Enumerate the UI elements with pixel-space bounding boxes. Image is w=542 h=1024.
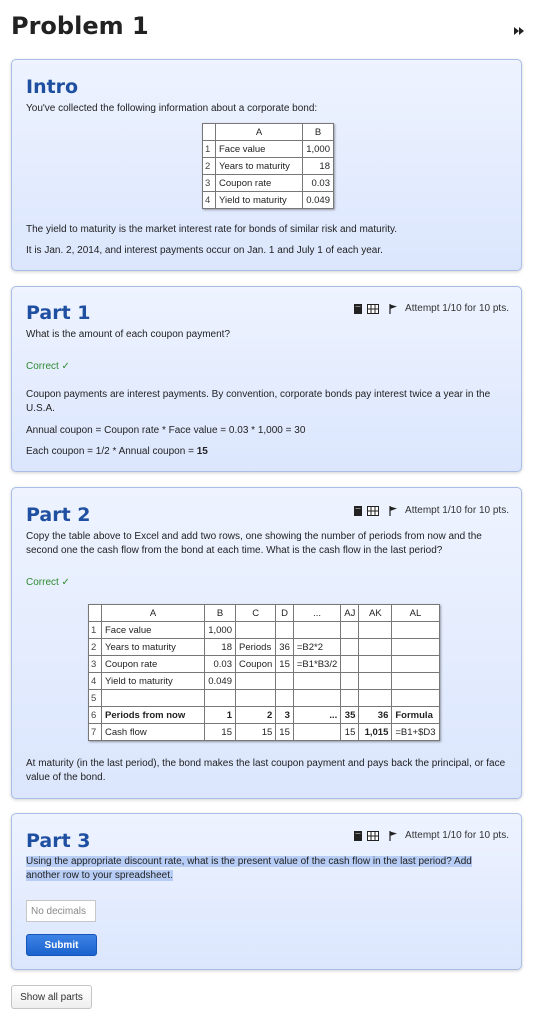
part3-question-line1: Using the appropriate discount rate, what is the present value of the cash flow in the last period? Add (26, 856, 472, 867)
flag-icon[interactable] (389, 506, 397, 516)
row-number: 7 (89, 724, 102, 741)
notepad-icon[interactable] (354, 304, 363, 314)
part1-tools (354, 303, 509, 314)
flag-icon[interactable] (389, 304, 397, 314)
table-cell (341, 656, 359, 673)
row-number: 3 (203, 175, 216, 192)
column-header: AL (392, 605, 439, 622)
table-cell: 15 (205, 724, 236, 741)
intro-heading: Intro (26, 76, 79, 98)
table-cell: 15 (236, 724, 276, 741)
table-row (89, 622, 440, 639)
table-cell (236, 622, 276, 639)
table-cell (276, 673, 294, 690)
part3-question-line2: another row to your spreadsheet. (26, 870, 173, 881)
part2-tools (354, 505, 509, 516)
column-header: A (102, 605, 205, 622)
bond-info-table (202, 123, 334, 209)
table-row (89, 673, 440, 690)
table-cell: 18 (303, 158, 334, 175)
row-number: 3 (89, 656, 102, 673)
cash-flow-table (88, 604, 440, 741)
part1-explanation: Coupon payments are interest payments. By convention, corporate bonds pay interest twice a year in the U.S.A. (26, 389, 491, 414)
part3-question (26, 855, 507, 883)
table-cell (293, 673, 340, 690)
table-cell: Cash flow (102, 724, 205, 741)
table-cell: 0.049 (303, 192, 334, 209)
submit-button[interactable]: Submit (26, 934, 97, 956)
part1-heading: Part 1 (26, 302, 91, 324)
column-header: AK (359, 605, 392, 622)
table-cell: Yield to maturity (102, 673, 205, 690)
intro-date-text: It is Jan. 2, 2014, and interest payments occur on Jan. 1 and July 1 of each year. (26, 245, 383, 256)
table-cell (102, 690, 205, 707)
part3-tools (354, 830, 509, 841)
spreadsheet-icon[interactable] (367, 506, 379, 516)
table-cell: Face value (102, 622, 205, 639)
table-cell: 1,000 (303, 141, 334, 158)
intro-ytm-text: The yield to maturity is the market interest rate for bonds of similar risk and maturity. (26, 224, 398, 235)
intro-text: You've collected the following information about a corporate bond: (26, 103, 318, 114)
table-cell: ... (293, 707, 340, 724)
table-cell (293, 724, 340, 741)
table-row (89, 656, 440, 673)
table-cell: =B1+$D3 (392, 724, 439, 741)
table-cell: 1,015 (359, 724, 392, 741)
part2-question: Copy the table above to Excel and add two rows, one showing the number of periods from now and the second one the cash flow from the bond at each time. What is the cash flow in the last period? (26, 531, 482, 556)
table-row (89, 639, 440, 656)
table-cell: Yield to maturity (216, 192, 303, 209)
row-number: 2 (203, 158, 216, 175)
table-cell (276, 622, 294, 639)
row-number: 4 (203, 192, 216, 209)
table-cell: 18 (205, 639, 236, 656)
row-number: 4 (89, 673, 102, 690)
table-cell: 36 (359, 707, 392, 724)
part3-panel (11, 813, 522, 970)
part3-attempt-text: Attempt 1/10 for 10 pts. (405, 830, 509, 841)
table-cell: 35 (341, 707, 359, 724)
table-cell: Formula (392, 707, 439, 724)
table-cell (359, 690, 392, 707)
page-title: Problem 1 (11, 12, 149, 40)
part3-heading: Part 3 (26, 830, 91, 852)
table-cell: Coupon rate (102, 656, 205, 673)
part1-each-coupon-text: Each coupon = 1/2 * Annual coupon = (26, 446, 197, 457)
table-cell: 36 (276, 639, 294, 656)
table-cell (276, 690, 294, 707)
column-header: AJ (341, 605, 359, 622)
table-row (203, 158, 334, 175)
part1-question: What is the amount of each coupon payment? (26, 329, 231, 340)
part2-heading: Part 2 (26, 504, 91, 526)
part1-each-coupon (26, 445, 507, 459)
table-cell: 1,000 (205, 622, 236, 639)
table-cell (236, 690, 276, 707)
table-row (89, 690, 440, 707)
table-cell: 0.03 (205, 656, 236, 673)
table-cell (359, 656, 392, 673)
part1-attempt-text: Attempt 1/10 for 10 pts. (405, 303, 509, 314)
table-cell: 2 (236, 707, 276, 724)
table-cell: Periods from now (102, 707, 205, 724)
table-cell: 15 (341, 724, 359, 741)
table-cell: Years to maturity (102, 639, 205, 656)
table-cell (341, 622, 359, 639)
table-cell (392, 690, 439, 707)
part2-attempt-text: Attempt 1/10 for 10 pts. (405, 505, 509, 516)
table-header-row (89, 605, 440, 622)
part1-status: Correct ✓ (26, 361, 70, 372)
table-cell: 15 (276, 656, 294, 673)
table-cell (293, 622, 340, 639)
table-cell: 0.049 (205, 673, 236, 690)
column-header: A (216, 124, 303, 141)
row-number: 6 (89, 707, 102, 724)
part2-status: Correct ✓ (26, 577, 70, 588)
table-cell: 3 (276, 707, 294, 724)
answer-input[interactable] (26, 900, 96, 922)
table-cell (205, 690, 236, 707)
table-cell (392, 656, 439, 673)
show-all-parts-button[interactable]: Show all parts (11, 985, 92, 1009)
table-cell (293, 690, 340, 707)
table-cell: =B1*B3/2 (293, 656, 340, 673)
notepad-icon[interactable] (354, 831, 363, 841)
column-header: ... (293, 605, 340, 622)
table-cell: =B2*2 (293, 639, 340, 656)
table-row (203, 141, 334, 158)
part1-panel (11, 286, 522, 472)
table-cell: Face value (216, 141, 303, 158)
table-cell (341, 639, 359, 656)
table-cell: Coupon rate (216, 175, 303, 192)
notepad-icon[interactable] (354, 506, 363, 516)
part2-panel (11, 487, 522, 799)
intro-panel (11, 59, 522, 271)
part2-explanation: At maturity (in the last period), the bond makes the last coupon payment and pays back the principal, or face value of the bond. (26, 758, 506, 783)
table-header-row (203, 124, 334, 141)
row-number: 5 (89, 690, 102, 707)
column-header: D (276, 605, 294, 622)
table-cell: 0.03 (303, 175, 334, 192)
row-number: 2 (89, 639, 102, 656)
table-cell (341, 673, 359, 690)
row-number: 1 (89, 622, 102, 639)
column-header: C (236, 605, 276, 622)
table-cell (392, 673, 439, 690)
table-cell: 1 (205, 707, 236, 724)
row-number: 1 (203, 141, 216, 158)
flag-icon[interactable] (389, 831, 397, 841)
table-cell (359, 639, 392, 656)
table-row (203, 175, 334, 192)
column-header: B (205, 605, 236, 622)
table-row (89, 724, 440, 741)
row-number-header (89, 605, 102, 622)
table-row (203, 192, 334, 209)
table-cell: Periods (236, 639, 276, 656)
table-cell (392, 622, 439, 639)
table-cell: Coupon (236, 656, 276, 673)
column-header: B (303, 124, 334, 141)
table-row (89, 707, 440, 724)
table-cell (359, 673, 392, 690)
table-cell: 15 (276, 724, 294, 741)
part1-answer: 15 (196, 446, 208, 457)
spreadsheet-icon[interactable] (367, 831, 379, 841)
table-cell: Years to maturity (216, 158, 303, 175)
table-cell (236, 673, 276, 690)
spreadsheet-icon[interactable] (367, 304, 379, 314)
fast-forward-icon[interactable] (514, 26, 524, 36)
part1-annual-coupon: Annual coupon = Coupon rate * Face value = 0.03 * 1,000 = 30 (26, 425, 306, 436)
table-cell (341, 690, 359, 707)
table-cell (359, 622, 392, 639)
table-cell (392, 639, 439, 656)
row-number-header (203, 124, 216, 141)
